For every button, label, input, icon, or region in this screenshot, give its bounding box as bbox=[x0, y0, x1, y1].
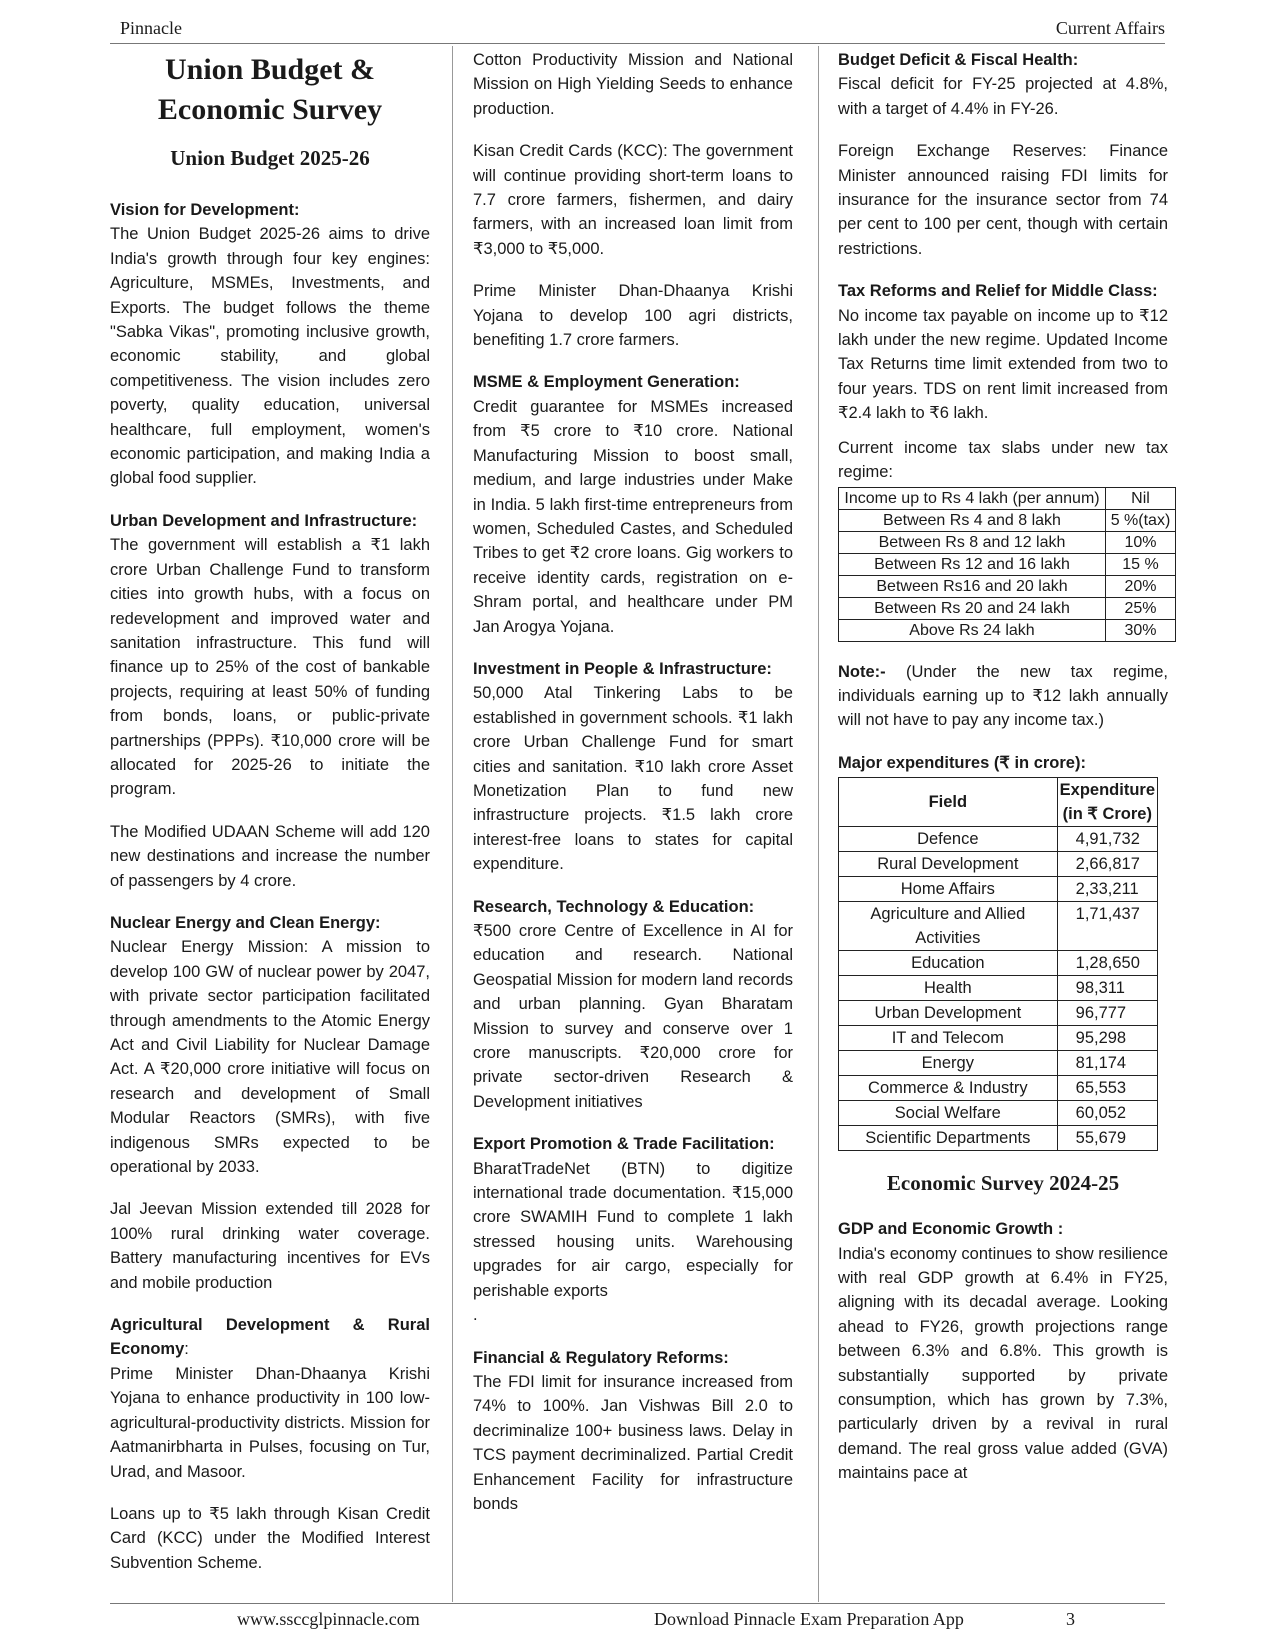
export-paragraph: BharatTradeNet (BTN) to digitize international trade documentation. ₹15,000 crore SWAMIH Fund to complete 1 lakh stressed housing units. Warehousing upgrades for air cargo, especially for perishable exports bbox=[473, 1159, 793, 1300]
nuclear-paragraph: Nuclear Energy Mission: A mission to develop 100 GW of nuclear power by 2047, with private sector participation facilitated through amendments to the Atomic Energy Act and Civil Liability for Nuclear Damage Act. A ₹20,000 crore initiative will focus on research and development of Small Modular Reactors (SMRs), with five indigenous SMRs expected to be operational by 2033. bbox=[110, 938, 430, 1177]
expenditure-field: Defence bbox=[839, 827, 1058, 852]
vision-heading: Vision for Development: bbox=[110, 201, 300, 219]
tax-slab-rate: 25% bbox=[1106, 597, 1176, 619]
vision-paragraph: The Union Budget 2025-26 aims to drive India's growth through four key engines: Agriculture, MSMEs, Investments, and Exports. The budget follows the theme "Sabka Vikas", promoting inclusive growth, economic stability, and global competitiveness. The vision includes zero poverty, quality education, universal healthcare, full employment, women's economic participation, and making India a global food supplier. bbox=[110, 225, 430, 488]
pmddk-paragraph: Prime Minister Dhan-Dhaanya Krishi Yojana to develop 100 agri districts, benefiting 1.7 crore farmers. bbox=[473, 282, 793, 350]
tax-slab-rate: Nil bbox=[1106, 487, 1176, 509]
expenditure-value: 98,311 bbox=[1057, 976, 1157, 1001]
expenditure-row bbox=[839, 1101, 1158, 1126]
title-line-1: Union Budget & bbox=[164, 53, 376, 86]
header-divider bbox=[110, 43, 1165, 44]
expenditure-row bbox=[839, 951, 1158, 976]
expenditure-field: IT and Telecom bbox=[839, 1026, 1058, 1051]
tax-slab-range: Income up to Rs 4 lakh (per annum) bbox=[839, 487, 1106, 509]
tax-slab-row bbox=[839, 509, 1176, 531]
investment-paragraph: 50,000 Atal Tinkering Labs to be established in government schools. ₹1 lakh crore Urban Challenge Fund for smart cities and sanitation. ₹10 lakh crore Asset Monetization Plan to fund new infrastructure projects. ₹1.5 lakh crore interest-free loans to states for capital expenditure. bbox=[473, 684, 793, 874]
tax-slab-row bbox=[839, 575, 1176, 597]
deficit-paragraph: Fiscal deficit for FY-25 projected at 4.8%, with a target of 4.4% in FY-26. bbox=[838, 75, 1168, 118]
expenditure-value: 95,298 bbox=[1057, 1026, 1157, 1051]
column-divider-1 bbox=[452, 46, 453, 1602]
expenditure-field: Rural Development bbox=[839, 852, 1058, 877]
expenditure-row bbox=[839, 827, 1158, 852]
tax-paragraph: No income tax payable on income up to ₹12 lakh under the new regime. Updated Income Tax Returns time limit extended from two to four years. TDS on rent limit increased from ₹2.4 lakh to ₹6 lakh. bbox=[838, 306, 1168, 423]
expenditure-row bbox=[839, 1076, 1158, 1101]
forex-paragraph: Foreign Exchange Reserves: Finance Minister announced raising FDI limits for insurance for the insurance sector from 74 per cent to 100 per cent, though with certain restrictions. bbox=[838, 142, 1168, 258]
financial-heading: Financial & Regulatory Reforms: bbox=[473, 1348, 729, 1367]
investment-heading: Investment in People & Infrastructure: bbox=[473, 659, 772, 678]
tax-slab-row bbox=[839, 487, 1176, 509]
tax-slab-rate: 15 % bbox=[1106, 553, 1176, 575]
expenditure-field: Social Welfare bbox=[839, 1101, 1058, 1126]
expenditure-row bbox=[839, 877, 1158, 902]
slabs-intro: Current income tax slabs under new tax regime: bbox=[838, 438, 1168, 482]
expenditure-row bbox=[839, 1126, 1158, 1151]
tax-slab-row bbox=[839, 619, 1176, 641]
msme-heading: MSME & Employment Generation: bbox=[473, 373, 740, 392]
tax-slab-rate: 10% bbox=[1106, 531, 1176, 553]
expenditure-row bbox=[839, 1001, 1158, 1026]
agri-heading: Agricultural Development & Rural Economy bbox=[110, 1316, 430, 1359]
expenditure-table bbox=[838, 777, 1158, 1151]
title-line-2: Economic Survey bbox=[157, 93, 383, 126]
msme-paragraph: Credit guarantee for MSMEs increased from ₹5 crore to ₹10 crore. National Manufacturing Mission to boost small, medium, and large industries under Make in India. 5 lakh first-time entrepreneurs from women, Scheduled Castes, and Scheduled Tribes to get ₹2 crore loans. Gig workers to receive identity cards, registration on e-Shram portal, and healthcare under PM Jan Arogya Yojana. bbox=[473, 397, 793, 636]
column-2 bbox=[473, 48, 793, 1534]
expenditure-value: 2,33,211 bbox=[1057, 877, 1157, 902]
tax-slab-range: Between Rs 12 and 16 lakh bbox=[839, 553, 1106, 575]
expenditure-field: Agriculture and Allied Activities bbox=[839, 902, 1058, 951]
expenditure-value: 2,66,817 bbox=[1057, 852, 1157, 877]
tax-slab-rate: 20% bbox=[1106, 575, 1176, 597]
tax-slab-range: Between Rs16 and 20 lakh bbox=[839, 575, 1106, 597]
footer-website[interactable]: www.ssccglpinnacle.com bbox=[237, 1609, 420, 1629]
jal-jeevan-paragraph: Jal Jeevan Mission extended till 2028 for 100% rural drinking water coverage. Battery manufacturing incentives for EVs and mobile production bbox=[110, 1200, 430, 1292]
expenditure-value: 65,553 bbox=[1057, 1076, 1157, 1101]
tax-slab-rate: 5 %(tax) bbox=[1106, 509, 1176, 531]
tax-slab-range: Above Rs 24 lakh bbox=[839, 619, 1106, 641]
gdp-paragraph: India's economy continues to show resilience with real GDP growth at 6.4% in FY25, aligning with its decadal average. Looking ahead to FY26, growth projections range between 6.3% and 6.8%. This growth is substantially supported by private consumption, which has grown by 7.3%, particularly driven by a revival in rural demand. The real gross value added (GVA) maintains pace at bbox=[838, 1244, 1168, 1483]
column-divider-2 bbox=[818, 46, 819, 1602]
financial-paragraph: The FDI limit for insurance increased from 74% to 100%. Jan Vishwas Bill 2.0 to decriminalize 100+ business laws. Delay in TCS payment decriminalized. Partial Credit Enhancement Facility for infrastructure bonds bbox=[473, 1372, 793, 1513]
footer-app-promo: Download Pinnacle Exam Preparation App bbox=[654, 1609, 964, 1629]
export-heading: Export Promotion & Trade Facilitation: bbox=[473, 1135, 775, 1154]
expenditure-value: 4,91,732 bbox=[1057, 827, 1157, 852]
deficit-heading: Budget Deficit & Fiscal Health: bbox=[838, 51, 1079, 69]
expenditure-field: Home Affairs bbox=[839, 877, 1058, 902]
budget-subtitle: Union Budget 2025-26 bbox=[170, 146, 370, 170]
tax-slab-row bbox=[839, 531, 1176, 553]
note-text: (Under the new tax regime, individuals earning up to ₹12 lakh annually will not have to pay any income tax.) bbox=[838, 662, 1168, 730]
expenditure-header-value-line1: Expenditure bbox=[1059, 781, 1155, 800]
expenditure-field: Commerce & Industry bbox=[839, 1076, 1058, 1101]
expenditure-header-row bbox=[839, 778, 1158, 827]
tax-slab-row bbox=[839, 553, 1176, 575]
research-heading: Research, Technology & Education: bbox=[473, 897, 755, 916]
page-title bbox=[110, 50, 430, 130]
kcc-paragraph: Kisan Credit Cards (KCC): The government will continue providing short-term loans to 7.7 crore farmers, fishermen, and dairy farmers, with an increased loan limit from ₹3,000 to ₹5,000. bbox=[473, 142, 793, 258]
expenditure-field: Health bbox=[839, 976, 1058, 1001]
note-label: Note:- bbox=[838, 662, 886, 681]
expenditure-heading: Major expenditures (₹ in crore): bbox=[838, 753, 1086, 772]
expenditure-field: Urban Development bbox=[839, 1001, 1058, 1026]
tax-slab-range: Between Rs 4 and 8 lakh bbox=[839, 509, 1106, 531]
expenditure-value: 1,71,437 bbox=[1057, 902, 1157, 951]
urban-paragraph: The government will establish a ₹1 lakh crore Urban Challenge Fund to transform cities into growth hubs, with a focus on redevelopment and improved water and sanitation infrastructure. This fund will finance up to 25% of the cost of bankable projects, requiring at least 50% of funding from bonds, loans, or public-private partnerships (PPPs). ₹10,000 crore will be allocated for 2025-26 to initiate the program. bbox=[110, 536, 430, 799]
brand-name: Pinnacle bbox=[120, 18, 182, 38]
tax-slab-range: Between Rs 8 and 12 lakh bbox=[839, 531, 1106, 553]
expenditure-value: 55,679 bbox=[1057, 1126, 1157, 1151]
expenditure-value: 96,777 bbox=[1057, 1001, 1157, 1026]
expenditure-header-value-line2: (in ₹ Crore) bbox=[1062, 805, 1152, 824]
column-1 bbox=[110, 48, 430, 1593]
kcc-loans-paragraph: Loans up to ₹5 lakh through Kisan Credit Card (KCC) under the Modified Interest Subvention Scheme. bbox=[110, 1504, 430, 1572]
tax-slab-rate: 30% bbox=[1106, 619, 1176, 641]
tax-slab-range: Between Rs 20 and 24 lakh bbox=[839, 597, 1106, 619]
expenditure-row bbox=[839, 902, 1158, 951]
expenditure-value: 81,174 bbox=[1057, 1051, 1157, 1076]
agri-heading-colon: : bbox=[184, 1340, 189, 1359]
research-paragraph: ₹500 crore Centre of Excellence in AI for education and research. National Geospatial Mission for modern land records and urban planning. Gyan Bharatam Mission to survey and conserve over 1 crore manuscripts. ₹20,000 crore for private sector-driven Research & Development initiatives bbox=[473, 922, 793, 1111]
expenditure-header-value bbox=[1057, 778, 1157, 827]
section-name: Current Affairs bbox=[1055, 18, 1165, 38]
expenditure-row bbox=[839, 1051, 1158, 1076]
agri-paragraph: Prime Minister Dhan-Dhaanya Krishi Yojana to enhance productivity in 100 low-agricultural-productivity districts. Mission for Aatmanirbharta in Pulses, focusing on Tur, Urad, and Masoor. bbox=[110, 1364, 430, 1481]
footer-divider bbox=[110, 1603, 1165, 1604]
gdp-heading: GDP and Economic Growth : bbox=[838, 1220, 1064, 1239]
expenditure-field: Scientific Departments bbox=[839, 1126, 1058, 1151]
tax-slab-table bbox=[838, 487, 1176, 642]
expenditure-row bbox=[839, 976, 1158, 1001]
note-paragraph bbox=[838, 660, 1168, 733]
nuclear-heading: Nuclear Energy and Clean Energy: bbox=[110, 913, 381, 932]
udaan-paragraph: The Modified UDAAN Scheme will add 120 new destinations and increase the number of passengers by 4 crore. bbox=[110, 822, 430, 890]
survey-title: Economic Survey 2024-25 bbox=[886, 1171, 1120, 1196]
stray-dot: . bbox=[473, 1306, 478, 1325]
agri-heading-line bbox=[110, 1313, 430, 1362]
cotton-paragraph: Cotton Productivity Mission and National Mission on High Yielding Seeds to enhance production. bbox=[473, 51, 793, 118]
expenditure-value: 1,28,650 bbox=[1057, 951, 1157, 976]
expenditure-field: Energy bbox=[839, 1051, 1058, 1076]
page-header bbox=[110, 16, 1165, 44]
expenditure-row bbox=[839, 1026, 1158, 1051]
expenditure-header-field: Field bbox=[839, 778, 1058, 827]
urban-heading: Urban Development and Infrastructure: bbox=[110, 511, 418, 530]
column-3 bbox=[838, 48, 1171, 1504]
expenditure-value: 60,052 bbox=[1057, 1101, 1157, 1126]
tax-heading: Tax Reforms and Relief for Middle Class: bbox=[838, 282, 1158, 301]
expenditure-row bbox=[839, 852, 1158, 877]
tax-slab-row bbox=[839, 597, 1176, 619]
expenditure-field: Education bbox=[839, 951, 1058, 976]
page-number: 3 bbox=[1066, 1609, 1075, 1629]
